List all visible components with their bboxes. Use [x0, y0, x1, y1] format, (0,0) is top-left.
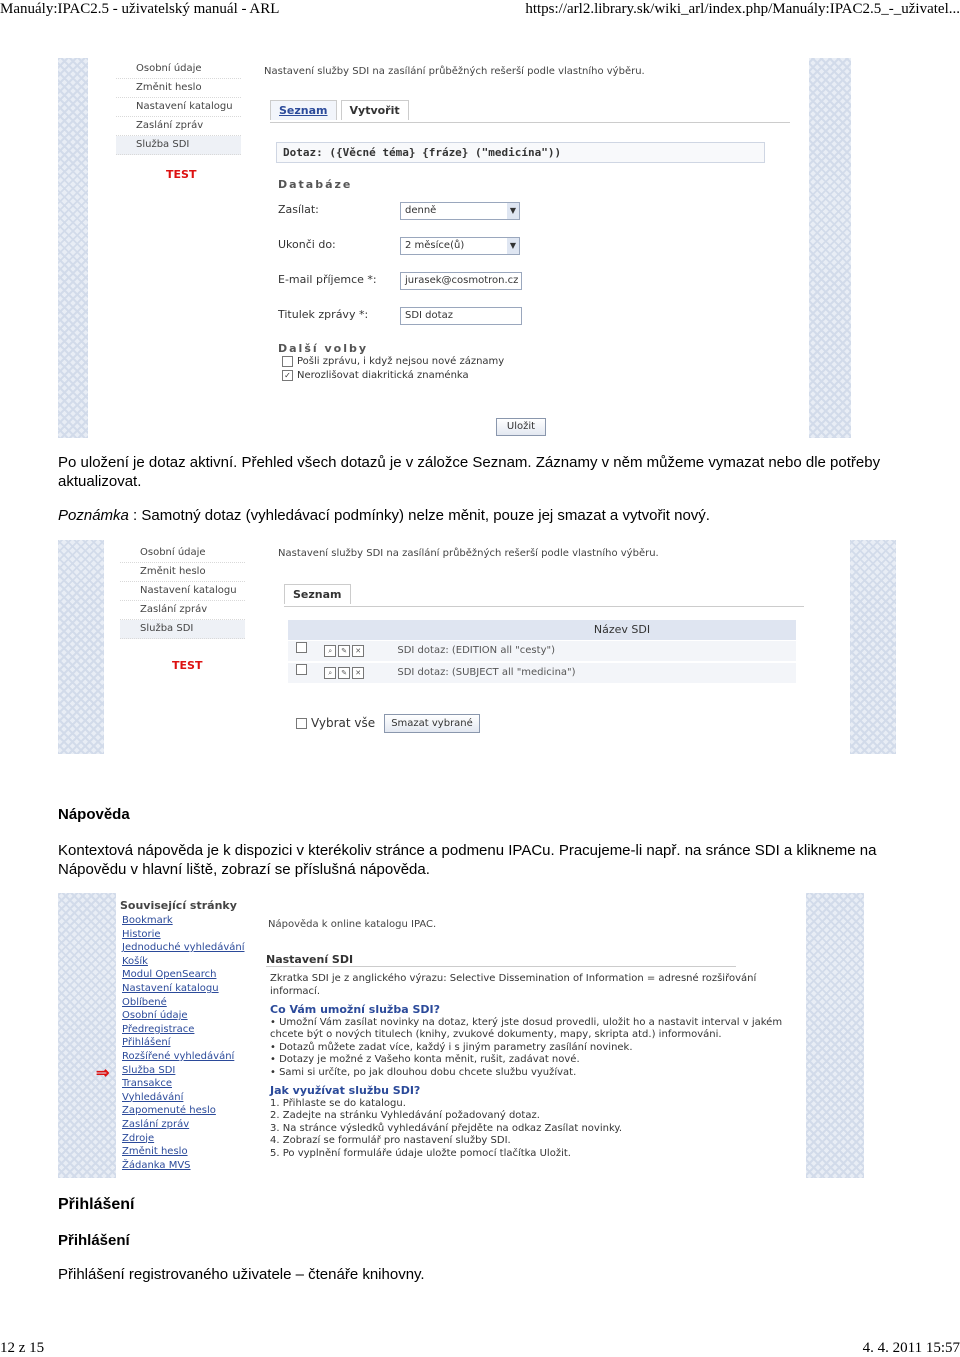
link-forgotten-password[interactable]: Zapomenuté heslo [122, 1105, 216, 1117]
help-question-2: Jak využívat službu SDI? [270, 1084, 421, 1097]
link-preregistration[interactable]: Předregistrace [122, 1023, 195, 1035]
select-all-label: Vybrat vše [311, 716, 376, 730]
help-abbr: Zkratka SDI je z anglického výrazu: Selective Dissemination of Information = adresné rozšiřování informací. [270, 973, 757, 997]
search-icon[interactable]: ⌕ [324, 667, 336, 679]
checkbox-unchecked[interactable] [282, 356, 293, 367]
sidebar-item-password[interactable]: Změnit heslo [116, 79, 241, 98]
tab-divider [284, 606, 804, 607]
decorative-pattern-left [58, 58, 88, 438]
note-paragraph [58, 506, 918, 525]
help-bullet-text: Umožní Vám zasílat novinky na dotaz, který jste dosud provedli, uložit ho a nastavit interval v jakém chcete být o nových titulech (knihy, zvukové dokumenty, mapy, skripta atd.) informováni. [270, 1016, 783, 1040]
section-heading-help: Nápověda [58, 806, 130, 823]
link-history[interactable]: Historie [122, 928, 161, 940]
help-bullet: • Dotazů můžete zadat více, každý i s jiným parametry zasílání novinek. [270, 1041, 633, 1053]
test-label: TEST [172, 659, 203, 672]
database-label: Databáze [278, 178, 353, 191]
tab-bar [270, 100, 409, 120]
tab-list[interactable]: Seznam [284, 584, 351, 604]
link-simple-search[interactable]: Jednoduché vyhledávání [122, 942, 245, 954]
select-all[interactable] [296, 716, 375, 730]
link-login[interactable]: Přihlášení [122, 1037, 171, 1049]
link-ill-request[interactable]: Žádanka MVS [122, 1159, 191, 1171]
help-bullet: • Dotazy je možné z Vašeho konta měnit, rušit, zadávat nové. [270, 1054, 580, 1065]
sdi-title: Nastavení služby SDI na zasílání průběžných rešerší podle vlastního výběru. [278, 548, 659, 559]
table-header: Název SDI [288, 620, 796, 640]
link-transactions[interactable]: Transakce [122, 1078, 172, 1090]
help-step: 4. Zobrazí se formulář pro nastavení služby SDI. [270, 1135, 511, 1146]
sidebar-item-messages[interactable]: Zaslání zpráv [116, 117, 241, 136]
save-button[interactable]: Uložit [496, 418, 546, 436]
note-label: Poznámka [58, 507, 129, 524]
screenshot-sdi-create [58, 58, 851, 438]
screenshot-sdi-list [58, 540, 896, 754]
more-options-label: Další volby [278, 342, 369, 355]
link-advanced-search[interactable]: Rozšířené vyhledávání [122, 1050, 235, 1062]
help-bullet: • Umožní Vám zasílat novinky na dotaz, který jste dosud provedli, uložit ho a nastavit interval v jakém chcete být o nových titulech (knihy, zvukové dokumenty, mapy, skripta atd.) informováni. [270, 1016, 783, 1040]
decorative-pattern-right [806, 893, 864, 1178]
subject-input[interactable]: SDI dotaz [400, 307, 522, 325]
link-messages[interactable]: Zaslání zpráv [122, 1118, 190, 1130]
test-label: TEST [166, 168, 197, 181]
help-page-title: Nápověda k online katalogu IPAC. [268, 919, 437, 930]
sidebar-item-personal[interactable]: Osobní údaje [120, 544, 245, 563]
sdi-title: Nastavení služby SDI na zasílání průběžných rešerší podle vlastního výběru. [264, 66, 645, 77]
page-number: 12 z 15 [0, 1340, 45, 1356]
sidebar-item-personal[interactable]: Osobní údaje [116, 60, 241, 79]
end-select-value: 2 měsíce(ů) [405, 240, 465, 251]
checkbox-checked[interactable]: ✓ [282, 370, 293, 381]
sidebar-item-password[interactable]: Změnit heslo [120, 563, 245, 582]
sidebar-item-settings[interactable]: Nastavení katalogu [116, 98, 241, 117]
sidebar-item-settings[interactable]: Nastavení katalogu [120, 582, 245, 601]
delete-icon[interactable]: ✕ [352, 645, 364, 657]
sidebar-item-messages[interactable]: Zaslání zpráv [120, 601, 245, 620]
email-input[interactable]: jurasek@cosmotron.cz [400, 272, 522, 290]
checkbox-unchecked[interactable] [296, 718, 307, 729]
option-no-diacritics-label: Nerozlišovat diakritická znaménka [297, 370, 469, 381]
related-pages-title: Související stránky [120, 899, 237, 912]
page-header-url: https://arl2.library.sk/wiki_arl/index.php/Manuály:IPAC2.5_-_uživatel... [525, 1, 960, 17]
tab-bar [284, 584, 351, 604]
tab-list[interactable]: Seznam [270, 100, 337, 120]
tab-create[interactable]: Vytvořit [341, 100, 409, 120]
end-select[interactable] [400, 237, 520, 255]
link-favorites[interactable]: Oblíbené [122, 996, 167, 1008]
help-paragraph: Kontextová nápověda je k dispozici v kterékoliv stránce a podmenu IPACu. Pracujeme-li např. na sránce SDI a klikneme na Nápovědu v hlavní liště, zobrazí se příslušná nápověda. [58, 842, 877, 878]
link-change-password[interactable]: Změnit heslo [122, 1146, 188, 1158]
email-label: E-mail příjemce *: [278, 273, 377, 286]
option-send-empty-label: Pošli zprávu, i když nejsou nové záznamy [297, 356, 505, 367]
paragraph-after-save: Po uložení je dotaz aktivní. Přehled všech dotazů je v záložce Seznam. Záznamy v něm můžeme vymazat nebo dle potřeby aktualizovat. [58, 454, 881, 490]
edit-icon[interactable]: ✎ [338, 667, 350, 679]
decorative-pattern-left [58, 540, 104, 754]
send-select-value: denně [405, 205, 437, 216]
print-date: 4. 4. 2011 15:57 [862, 1340, 960, 1356]
sidebar-item-sdi[interactable]: Služba SDI [120, 620, 245, 639]
query-display: Dotaz: ({Věcné téma} {fráze} ("medicína")) [276, 142, 765, 163]
decorative-pattern-right [809, 58, 851, 438]
decorative-pattern-left [58, 893, 116, 1178]
link-sources[interactable]: Zdroje [122, 1132, 155, 1144]
link-bookmark[interactable]: Bookmark [122, 915, 173, 926]
note-text: : Samotný dotaz (vyhledávací podmínky) nelze měnit, pouze jej smazat a vytvořit nový. [128, 507, 710, 524]
help-bullet: • Sami si určíte, po jak dlouhou dobu chcete službu využívat. [270, 1066, 577, 1078]
subheading-login: Přihlášení [58, 1232, 130, 1249]
help-section-title: Nastavení SDI [266, 953, 736, 967]
subject-label: Titulek zprávy *: [278, 308, 369, 321]
option-send-empty[interactable] [282, 356, 504, 367]
help-question-1: Co Vám umožní služba SDI? [270, 1003, 440, 1016]
link-search[interactable]: Vyhledávání [122, 1091, 184, 1103]
sidebar-menu [120, 544, 245, 639]
send-label: Zasílat: [278, 203, 319, 216]
decorative-pattern-right [850, 540, 896, 754]
help-bullet-text: Sami si určíte, po jak dlouhou dobu chcete službu využívat. [279, 1066, 577, 1078]
table-row [288, 663, 796, 683]
sdi-row-label: SDI dotaz: (SUBJECT all "medicina") [397, 667, 576, 678]
page-header-title: Manuály:IPAC2.5 - uživatelský manuál - ARL [0, 1, 280, 17]
link-basket[interactable]: Košík [122, 955, 148, 967]
sidebar-menu [116, 60, 241, 155]
tab-divider [270, 122, 790, 123]
table-row [288, 641, 796, 661]
edit-icon[interactable]: ✎ [338, 645, 350, 657]
login-paragraph: Přihlášení registrovaného uživatele – čtenáře knihovny. [58, 1266, 425, 1283]
checkbox-unchecked[interactable] [296, 664, 307, 675]
arrow-icon: ⇒ [96, 1065, 110, 1082]
option-no-diacritics[interactable] [282, 370, 469, 381]
end-label: Ukonči do: [278, 238, 336, 251]
screenshot-help [58, 893, 864, 1178]
search-icon[interactable]: ⌕ [324, 645, 336, 657]
help-bullet-text: Dotazů můžete zadat více, každý i s jiným parametry zasílání novinek. [279, 1041, 633, 1053]
help-step: 1. Přihlaste se do katalogu. [270, 1097, 406, 1109]
sdi-row-label: SDI dotaz: (EDITION all "cesty") [397, 645, 555, 656]
help-step: 2. Zadejte na stránku Vyhledávání požadovaný dotaz. [270, 1110, 540, 1121]
checkbox-unchecked[interactable] [296, 642, 307, 653]
link-sdi[interactable]: Služba SDI [122, 1064, 176, 1076]
help-bullet-text: Dotazy je možné z Vašeho konta měnit, rušit, zadávat nové. [279, 1054, 580, 1065]
section-heading-login: Přihlášení [58, 1196, 135, 1213]
help-step: 3. Na stránce výsledků vyhledávání přejděte na odkaz Zasílat novinky. [270, 1122, 623, 1134]
link-personal[interactable]: Osobní údaje [122, 1010, 188, 1022]
chevron-down-icon: ▼ [507, 203, 519, 219]
link-opensearch[interactable]: Modul OpenSearch [122, 969, 217, 981]
send-select[interactable] [400, 202, 520, 220]
delete-selected-button[interactable]: Smazat vybrané [384, 714, 480, 733]
link-catalog-settings[interactable]: Nastavení katalogu [122, 982, 219, 994]
chevron-down-icon: ▼ [507, 238, 519, 254]
delete-icon[interactable]: ✕ [352, 667, 364, 679]
sidebar-item-sdi[interactable]: Služba SDI [116, 136, 241, 155]
help-step: 5. Po vyplnění formuláře údaje uložte pomocí tlačítka Uložit. [270, 1147, 571, 1159]
help-body [270, 973, 790, 1160]
related-links [122, 914, 245, 1172]
